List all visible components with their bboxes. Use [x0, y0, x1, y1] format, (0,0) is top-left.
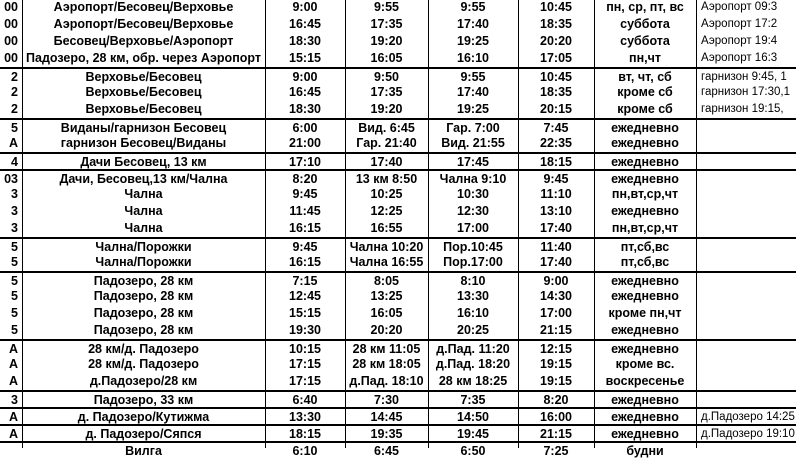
stop-time-2-cell: 19:25 — [457, 102, 489, 116]
departure-time-cell: 10:15 — [289, 342, 321, 356]
departure-time-cell: 16:45 — [289, 85, 321, 99]
arrival-time-cell: 18:35 — [540, 85, 572, 99]
note-cell: гарнизон 9:45, 1 — [701, 71, 787, 83]
table-row — [0, 50, 796, 67]
days-cell: ежедневно — [611, 274, 679, 288]
departure-time-cell: 18:30 — [289, 34, 321, 48]
table-row — [0, 135, 796, 152]
arrival-time-cell: 19:15 — [540, 357, 572, 371]
route-name-cell: 28 км/д. Падозеро — [88, 342, 199, 356]
note-cell: д.Падозеро 19:10 — [701, 428, 795, 440]
route-number-cell: A — [8, 136, 18, 150]
days-cell: ежедневно — [611, 393, 679, 407]
route-number-cell: 2 — [11, 70, 18, 84]
route-name-cell: Верховье/Бесовец — [85, 70, 202, 84]
stop-time-2-cell: Чална 9:10 — [439, 172, 507, 186]
route-name-cell: Падозеро, 28 км — [93, 323, 194, 337]
departure-time-cell: 6:10 — [292, 444, 318, 458]
stop-time-1-cell: Гар. 21:40 — [356, 136, 417, 150]
days-cell: пн,вт,ср,чт — [611, 187, 679, 201]
stop-time-1-cell: Чална 10:20 — [349, 240, 424, 254]
note-cell — [697, 443, 796, 460]
days-cell: кроме пн,чт — [608, 306, 682, 320]
route-number-cell: 00 — [4, 17, 18, 31]
stop-time-2-cell: Пор.10:45 — [443, 240, 503, 254]
days-cell: ежедневно — [611, 342, 679, 356]
route-number-cell: 5 — [11, 121, 18, 135]
arrival-time-cell: 10:45 — [540, 0, 572, 14]
stop-time-2-cell: 17:45 — [457, 155, 489, 169]
days-cell: кроме сб — [617, 102, 673, 116]
table-row — [0, 356, 796, 373]
route-name-cell: Аэропорт/Бесовец/Верховье — [53, 0, 234, 14]
column-divider — [22, 0, 23, 448]
arrival-time-cell: 8:20 — [543, 393, 569, 407]
table-row — [0, 186, 796, 203]
arrival-time-cell: 17:05 — [540, 51, 572, 65]
departure-time-cell: 6:40 — [292, 393, 318, 407]
stop-time-2-cell: д.Пад. 18:20 — [435, 357, 511, 371]
route-number-cell: A — [8, 342, 18, 356]
note-cell: гарнизон 19:15, — [701, 103, 784, 115]
note-cell — [697, 254, 796, 271]
arrival-time-cell: 20:20 — [540, 34, 572, 48]
column-divider — [518, 0, 519, 448]
days-cell: кроме вс. — [615, 357, 675, 371]
route-number-cell: 5 — [11, 240, 18, 254]
stop-time-2-cell: 17:40 — [457, 85, 489, 99]
arrival-time-cell: 12:15 — [540, 342, 572, 356]
stop-time-1-cell: 13:25 — [370, 289, 403, 303]
table-row — [0, 441, 796, 460]
route-number-cell: A — [8, 357, 18, 371]
stop-time-2-cell: Гар. 7:00 — [446, 121, 500, 135]
note-cell — [697, 220, 796, 237]
table-row — [0, 84, 796, 101]
departure-time-cell: 16:45 — [289, 17, 321, 31]
route-name-cell: д. Падозеро/Сяпся — [85, 427, 202, 441]
stop-time-2-cell: 12:30 — [457, 204, 489, 218]
column-divider — [594, 0, 595, 448]
stop-time-1-cell: 19:20 — [370, 34, 403, 48]
note-cell: Аэропорт 17:2 — [701, 18, 778, 30]
route-number-cell: 5 — [11, 255, 18, 269]
days-cell: пн,вт,ср,чт — [611, 221, 679, 235]
note-cell — [697, 305, 796, 322]
arrival-time-cell: 18:15 — [540, 155, 572, 169]
route-name-cell: Чална — [124, 221, 163, 235]
days-cell: ежедневно — [611, 410, 679, 424]
route-number-cell: 4 — [11, 155, 18, 169]
stop-time-2-cell: 9:55 — [460, 70, 486, 84]
arrival-time-cell: 22:35 — [540, 136, 572, 150]
note-cell — [697, 356, 796, 373]
stop-time-2-cell: 9:55 — [460, 0, 486, 14]
stop-time-1-cell: 19:35 — [370, 427, 403, 441]
days-cell: суббота — [620, 34, 670, 48]
route-name-cell: Виданы/гарнизон Бесовец — [60, 121, 227, 135]
note-cell — [697, 288, 796, 305]
route-number-cell: 00 — [4, 0, 18, 14]
column-divider — [696, 0, 697, 448]
table-row — [0, 373, 796, 390]
days-cell: ежедневно — [611, 121, 679, 135]
stop-time-1-cell: 16:05 — [370, 306, 403, 320]
departure-time-cell: 6:00 — [292, 121, 318, 135]
route-name-cell: 28 км/д. Падозеро — [88, 357, 199, 371]
note-cell: Аэропорт 16:3 — [701, 52, 778, 64]
route-name-cell: Чална — [124, 187, 163, 201]
departure-time-cell: 16:15 — [289, 255, 321, 269]
note-cell — [697, 186, 796, 203]
days-cell: будни — [626, 444, 664, 458]
departure-time-cell: 8:20 — [292, 172, 318, 186]
column-divider — [428, 0, 429, 448]
route-number-cell — [0, 443, 22, 460]
arrival-time-cell: 14:30 — [540, 289, 572, 303]
stop-time-2-cell: д.Пад. 11:20 — [436, 342, 510, 356]
route-name-cell: Падозеро, 28 км, обр. через Аэропорт — [26, 51, 261, 65]
arrival-time-cell: 17:00 — [540, 306, 572, 320]
table-row — [0, 101, 796, 118]
table-row — [0, 254, 796, 271]
days-cell: кроме сб — [617, 85, 673, 99]
departure-time-cell: 17:15 — [289, 357, 321, 371]
stop-time-1-cell: 14:45 — [370, 410, 403, 424]
departure-time-cell: 9:45 — [292, 240, 318, 254]
stop-time-1-cell: Чална 16:55 — [349, 255, 424, 269]
route-name-cell: д.Падозеро/28 км — [89, 374, 198, 388]
route-number-cell: 3 — [11, 204, 18, 218]
table-row — [0, 0, 796, 16]
route-name-cell: Верховье/Бесовец — [85, 85, 202, 99]
stop-time-2-cell: 6:50 — [460, 444, 486, 458]
departure-time-cell: 9:00 — [292, 0, 318, 14]
route-name-cell: д. Падозеро/Кутижма — [77, 410, 210, 424]
stop-time-1-cell: 20:20 — [370, 323, 403, 337]
column-divider — [265, 0, 266, 448]
route-number-cell: A — [8, 427, 18, 441]
note-cell: д.Падозеро 14:25 — [701, 411, 795, 423]
arrival-time-cell: 17:40 — [540, 221, 572, 235]
note-cell — [697, 322, 796, 339]
route-number-cell: 00 — [4, 34, 18, 48]
departure-time-cell: 15:15 — [289, 306, 321, 320]
stop-time-1-cell: д.Пад. 18:10 — [349, 374, 424, 388]
route-number-cell: 2 — [11, 85, 18, 99]
stop-time-1-cell: 8:05 — [373, 274, 400, 288]
arrival-time-cell: 20:15 — [540, 102, 572, 116]
departure-time-cell: 17:10 — [289, 155, 321, 169]
route-name-cell: Чална/Порожки — [95, 255, 192, 269]
stop-time-2-cell: 14:50 — [457, 410, 489, 424]
column-divider — [345, 0, 346, 448]
arrival-time-cell: 7:45 — [543, 121, 569, 135]
departure-time-cell: 9:45 — [292, 187, 318, 201]
route-name-cell: Бесовец/Верховье/Аэропорт — [53, 34, 234, 48]
stop-time-2-cell: 28 км 18:25 — [438, 374, 508, 388]
departure-time-cell: 18:30 — [289, 102, 321, 116]
route-number-cell: 2 — [11, 102, 18, 116]
stop-time-2-cell: 7:35 — [460, 393, 486, 407]
route-name-cell: Падозеро, 33 км — [93, 393, 194, 407]
route-name-cell: Аэропорт/Бесовец/Верховье — [53, 17, 234, 31]
days-cell: пн, ср, пт, вс — [606, 0, 684, 14]
route-number-cell: 3 — [11, 221, 18, 235]
stop-time-1-cell: 17:40 — [370, 155, 403, 169]
table-row — [0, 305, 796, 322]
stop-time-2-cell: 13:30 — [457, 289, 489, 303]
departure-time-cell: 21:00 — [289, 136, 321, 150]
arrival-time-cell: 10:45 — [540, 70, 572, 84]
note-cell: Аэропорт 19:4 — [701, 35, 778, 47]
days-cell: вт, чт, сб — [618, 70, 672, 84]
route-number-cell: 3 — [11, 187, 18, 201]
table-row — [0, 220, 796, 237]
stop-time-1-cell: 16:55 — [370, 221, 403, 235]
route-number-cell: 5 — [11, 306, 18, 320]
route-name-cell: Падозеро, 28 км — [93, 306, 194, 320]
departure-time-cell: 19:30 — [289, 323, 321, 337]
days-cell: ежедневно — [611, 427, 679, 441]
stop-time-2-cell: 10:30 — [457, 187, 489, 201]
route-number-cell: 3 — [11, 393, 18, 407]
arrival-time-cell: 21:15 — [540, 427, 572, 441]
route-number-cell: A — [8, 374, 18, 388]
departure-time-cell: 12:45 — [289, 289, 321, 303]
route-number-cell: A — [8, 410, 18, 424]
note-cell: гарнизон 17:30,1 — [701, 86, 790, 98]
arrival-time-cell: 11:10 — [540, 187, 572, 201]
stop-time-1-cell: Вид. 6:45 — [358, 121, 415, 135]
route-name-cell: Вилга — [125, 444, 162, 458]
route-name-cell: Верховье/Бесовец — [85, 102, 202, 116]
days-cell: пн,чт — [629, 51, 661, 65]
departure-time-cell: 16:15 — [289, 221, 321, 235]
arrival-time-cell: 18:35 — [540, 17, 572, 31]
table-row — [0, 288, 796, 305]
note-cell — [697, 135, 796, 152]
route-name-cell: Падозеро, 28 км — [93, 289, 194, 303]
route-number-cell: 03 — [4, 172, 18, 186]
departure-time-cell: 11:45 — [289, 204, 321, 218]
route-name-cell: Чална — [124, 204, 163, 218]
route-number-cell: 00 — [4, 51, 18, 65]
stop-time-2-cell: Вид. 21:55 — [441, 136, 505, 150]
days-cell: пт,сб,вс — [620, 255, 670, 269]
stop-time-2-cell: 19:45 — [457, 427, 489, 441]
stop-time-1-cell: 13 км 8:50 — [355, 172, 418, 186]
arrival-time-cell: 21:15 — [540, 323, 572, 337]
stop-time-1-cell: 17:35 — [370, 85, 403, 99]
table-row — [0, 203, 796, 220]
arrival-time-cell: 7:25 — [543, 444, 569, 458]
departure-time-cell: 17:15 — [289, 374, 321, 388]
stop-time-2-cell: 8:10 — [460, 274, 486, 288]
departure-time-cell: 7:15 — [292, 274, 318, 288]
route-name-cell: Падозеро, 28 км — [93, 274, 194, 288]
note-cell: Аэропорт 09:3 — [701, 1, 778, 13]
note-cell — [697, 203, 796, 220]
days-cell: ежедневно — [611, 172, 679, 186]
table-row — [0, 33, 796, 50]
stop-time-2-cell: 20:25 — [457, 323, 489, 337]
route-name-cell: Чална/Порожки — [95, 240, 192, 254]
days-cell: ежедневно — [611, 204, 679, 218]
days-cell: ежедневно — [611, 323, 679, 337]
route-number-cell: 5 — [11, 289, 18, 303]
route-name-cell: гарнизон Бесовец/Виданы — [60, 136, 227, 150]
days-cell: воскресенье — [605, 374, 685, 388]
stop-time-2-cell: 17:00 — [457, 221, 489, 235]
stop-time-1-cell: 19:20 — [370, 102, 403, 116]
days-cell: ежедневно — [611, 136, 679, 150]
stop-time-1-cell: 10:25 — [370, 187, 403, 201]
stop-time-1-cell: 7:30 — [373, 393, 400, 407]
departure-time-cell: 13:30 — [289, 410, 321, 424]
route-name-cell: Дачи, Бесовец,13 км/Чална — [59, 172, 228, 186]
arrival-time-cell: 17:40 — [540, 255, 572, 269]
note-cell — [697, 373, 796, 390]
stop-time-1-cell: 9:55 — [373, 0, 400, 14]
stop-time-1-cell: 28 км 18:05 — [352, 357, 421, 371]
stop-time-1-cell: 12:25 — [370, 204, 403, 218]
arrival-time-cell: 9:45 — [543, 172, 569, 186]
arrival-time-cell: 11:40 — [540, 240, 572, 254]
arrival-time-cell: 16:00 — [540, 410, 572, 424]
arrival-time-cell: 9:00 — [543, 274, 569, 288]
days-cell: ежедневно — [611, 155, 679, 169]
stop-time-1-cell: 28 км 11:05 — [352, 342, 421, 356]
route-number-cell: 5 — [11, 323, 18, 337]
stop-time-1-cell: 17:35 — [370, 17, 403, 31]
stop-time-1-cell: 6:45 — [373, 444, 400, 458]
stop-time-2-cell: 16:10 — [457, 306, 489, 320]
days-cell: пт,сб,вс — [620, 240, 670, 254]
days-cell: суббота — [620, 17, 670, 31]
arrival-time-cell: 19:15 — [540, 374, 572, 388]
departure-time-cell: 9:00 — [292, 70, 318, 84]
days-cell: ежедневно — [611, 289, 679, 303]
stop-time-1-cell: 9:50 — [373, 70, 400, 84]
stop-time-1-cell: 16:05 — [370, 51, 403, 65]
table-row — [0, 16, 796, 33]
stop-time-2-cell: 19:25 — [457, 34, 489, 48]
stop-time-2-cell: 17:40 — [457, 17, 489, 31]
departure-time-cell: 15:15 — [289, 51, 321, 65]
stop-time-2-cell: 16:10 — [457, 51, 489, 65]
route-number-cell: 5 — [11, 274, 18, 288]
departure-time-cell: 18:15 — [289, 427, 321, 441]
stop-time-2-cell: Пор.17:00 — [443, 255, 503, 269]
arrival-time-cell: 13:10 — [540, 204, 572, 218]
table-row — [0, 322, 796, 339]
route-name-cell: Дачи Бесовец, 13 км — [80, 155, 207, 169]
